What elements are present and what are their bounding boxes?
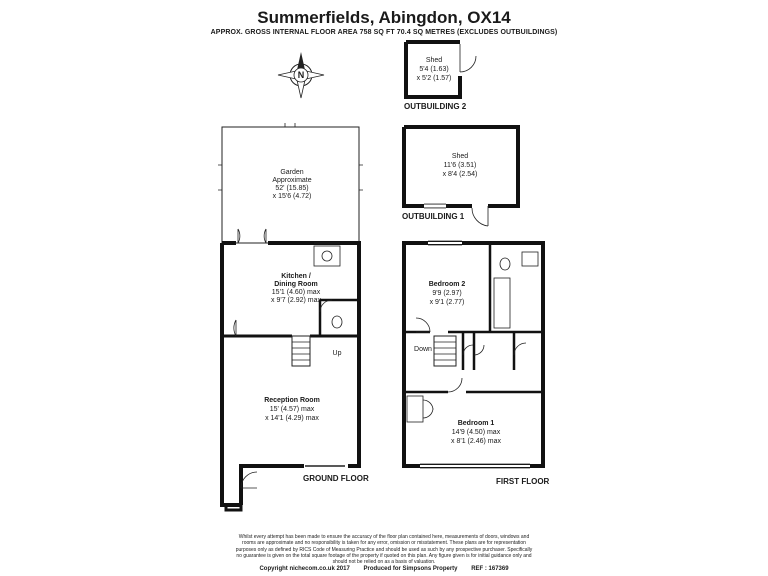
bedroom1-name: Bedroom 1: [457, 420, 495, 427]
compass-icon: [278, 52, 324, 98]
footer-produced-for: Produced for Simpsons Property: [363, 566, 458, 572]
garden-name-1: Garden: [280, 169, 304, 176]
ground-floor-caption: GROUND FLOOR: [303, 474, 369, 483]
outbuilding-2: [404, 42, 476, 111]
footer-ref: REF : 167369: [471, 566, 509, 572]
ground-floor-plan: [218, 123, 369, 510]
first-stairs-down-label: Down: [414, 346, 432, 353]
ground-stairs-up-label: Up: [332, 350, 342, 357]
reception-name: Reception Room: [264, 397, 320, 404]
bedroom2-dim1: 9'9 (2.97): [432, 290, 462, 297]
ob1-shed-dim1: 11'6 (3.51): [443, 162, 477, 169]
first-floor-plan: [404, 241, 550, 486]
compass-north-label: N: [297, 70, 305, 80]
reception-dim1: 15' (4.57) max: [269, 406, 315, 413]
footer-copyright: Copyright nichecom.co.uk 2017: [259, 566, 350, 572]
footer: [0, 566, 768, 572]
reception-dim2: x 14'1 (4.29) max: [265, 415, 319, 422]
outbuilding-1-caption: OUTBUILDING 1: [402, 212, 465, 221]
garden-dim2: x 15'6 (4.72): [272, 193, 312, 200]
garden-name-2: Approximate: [272, 177, 312, 184]
kitchen-name-2: Dining Room: [274, 281, 318, 288]
ob1-shed-name: Shed: [451, 153, 469, 160]
ob1-shed-dim2: x 8'4 (2.54): [442, 171, 478, 178]
bedroom2-dim2: x 9'1 (2.77): [429, 299, 465, 306]
kitchen-name-1: Kitchen /: [281, 273, 311, 280]
bedroom2-name: Bedroom 2: [428, 281, 466, 288]
floor-area-subtitle: APPROX. GROSS INTERNAL FLOOR AREA 758 SQ FT 70.4 SQ METRES (EXCLUDES OUTBUILDINGS): [210, 29, 558, 36]
bedroom1-dim2: x 8'1 (2.46) max: [451, 438, 501, 445]
page-title: Summerfields, Abingdon, OX14: [257, 8, 511, 27]
ob2-shed-name: Shed: [425, 57, 443, 64]
garden-dim1: 52' (15.85): [275, 185, 309, 192]
first-floor-caption: FIRST FLOOR: [496, 477, 550, 486]
disclaimer-text: Whilst every attempt has been made to ensure the accuracy of the floor plan contained here, measurements of doors, windows and rooms are approximate and no responsibility is taken for any error, omission or misstatement. These plans are for representation purposes only as defined by RICS Code of Measuring Practice and should be used as such by any prospective purchaser. Specifically no guarantee is given on the total square footage of the property if quoted on this plan. Any figure given is for initial guidance only and should not be relied on as a basis of valuation.: [235, 534, 533, 566]
kitchen-dim2: x 9'7 (2.92) max: [271, 297, 321, 304]
outbuilding-2-caption: OUTBUILDING 2: [404, 102, 467, 111]
outbuilding-1: [402, 127, 518, 226]
bedroom1-dim1: 14'9 (4.50) max: [451, 429, 501, 436]
kitchen-dim1: 15'1 (4.60) max: [271, 289, 321, 296]
ob2-shed-dim2: x 5'2 (1.57): [416, 75, 452, 82]
ob2-shed-dim1: 5'4 (1.63): [419, 66, 449, 73]
